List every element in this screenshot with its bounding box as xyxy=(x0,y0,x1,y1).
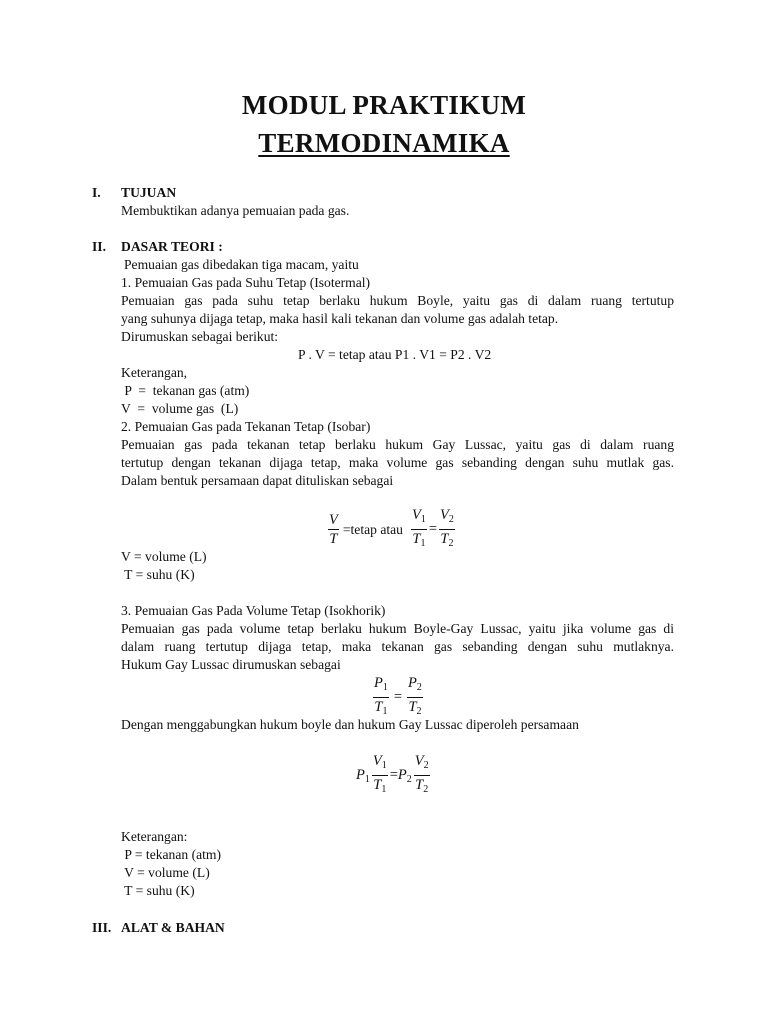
numerator: V xyxy=(411,507,421,523)
subscript: 2 xyxy=(423,760,429,771)
subscript: 2 xyxy=(416,682,422,693)
sub-1-key-volume: V = volume gas (L) xyxy=(121,401,239,416)
section-1-body: Membuktikan adanya pemuaian pada gas. xyxy=(121,203,350,218)
sub-1-paragraph-line-2: yang suhunya dijaga tetap, maka hasil kali tekanan dan volume gas adalah tetap. xyxy=(121,311,559,326)
title-line-1: MODUL PRAKTIKUM xyxy=(241,90,527,120)
equals-sign: = xyxy=(389,767,398,783)
numerator: V xyxy=(414,753,424,769)
formula-text: =tetap atau xyxy=(342,521,403,537)
subscript: 1 xyxy=(420,538,426,549)
section-2-intro: Pemuaian gas dibedakan tiga macam, yaitu xyxy=(124,257,359,272)
sub-1-paragraph-line-1: Pemuaian gas pada suhu tetap berlaku hukum Boyle, yaitu gas di dalam ruang tertutup xyxy=(121,293,674,308)
numerator: V xyxy=(440,507,449,523)
sub-1-heading: 1. Pemuaian Gas pada Suhu Tetap (Isotermal) xyxy=(121,275,371,290)
denominator: T xyxy=(329,531,338,547)
section-1-heading: TUJUAN xyxy=(121,185,177,200)
sub-3-paragraph-line-3: Hukum Gay Lussac dirumuskan sebagai xyxy=(121,657,341,672)
fraction-v-over-t xyxy=(328,511,339,548)
variable-p: P xyxy=(356,766,365,783)
fraction-v2-over-t2 xyxy=(414,752,430,799)
sub-3-key-pressure: P = tekanan (atm) xyxy=(121,847,222,862)
sub-3-formula-gay-lussac xyxy=(371,674,425,721)
sub-3-key-volume: V = volume (L) xyxy=(121,865,210,880)
fraction-v1-over-t1 xyxy=(411,506,427,553)
sub-3-formula-combined xyxy=(356,752,432,799)
section-3-numeral: III. xyxy=(92,920,112,935)
fraction-v2-over-t2 xyxy=(439,506,455,553)
sub-2-heading: 2. Pemuaian Gas pada Tekanan Tetap (Isobar) xyxy=(121,419,371,434)
denominator: T xyxy=(408,699,417,715)
numerator: V xyxy=(329,512,338,528)
sub-1-formula: P . V = tetap atau P1 . V1 = P2 . V2 xyxy=(298,347,492,362)
subscript: 2 xyxy=(448,538,454,549)
subscript: 1 xyxy=(382,706,388,717)
fraction-p1-over-t1 xyxy=(373,674,389,721)
equals-sign: = xyxy=(428,521,438,537)
sub-3-keterangan: Keterangan: xyxy=(121,829,188,844)
sub-3-paragraph-line-2: dalam ruang tertutup dijaga tetap, maka tekanan gas sebanding dengan suhu mutlaknya. xyxy=(121,639,674,654)
sub-2-paragraph-line-3: Dalam bentuk persamaan dapat dituliskan sebagai xyxy=(121,473,394,488)
sub-2-formula xyxy=(326,506,457,553)
sub-3-key-temperature: T = suhu (K) xyxy=(121,883,195,898)
sub-1-keterangan: Keterangan, xyxy=(121,365,188,380)
numerator: P xyxy=(408,675,417,691)
subscript: 1 xyxy=(382,682,388,693)
numerator: V xyxy=(372,753,382,769)
sub-3-heading: 3. Pemuaian Gas Pada Volume Tetap (Isokhorik) xyxy=(121,603,386,618)
sub-2-paragraph-line-1: Pemuaian gas pada tekanan tetap berlaku hukum Gay Lussac, yaitu gas di dalam ruang xyxy=(121,437,674,452)
denominator: T xyxy=(440,531,449,547)
sub-2-key-temperature: T = suhu (K) xyxy=(121,567,195,582)
variable-p: P xyxy=(397,766,407,783)
denominator: T xyxy=(373,777,382,793)
subscript: 2 xyxy=(448,514,454,525)
fraction-p2-over-t2 xyxy=(407,674,423,721)
subscript: 1 xyxy=(381,784,387,795)
sub-3-paragraph-line-4: Dengan menggabungkan hukum boyle dan hukum Gay Lussac diperoleh persamaan xyxy=(121,717,579,732)
fraction-v1-over-t1 xyxy=(372,752,388,799)
numerator: P xyxy=(374,675,383,691)
section-3-heading: ALAT & BAHAN xyxy=(121,920,225,935)
denominator: T xyxy=(412,531,421,547)
subscript: 2 xyxy=(406,773,412,785)
sub-2-key-volume: V = volume (L) xyxy=(121,549,207,564)
denominator: T xyxy=(415,777,424,793)
section-2-heading: DASAR TEORI : xyxy=(121,239,223,254)
sub-3-paragraph-line-1: Pemuaian gas pada volume tetap berlaku hukum Boyle-Gay Lussac, yaitu jika volume gas di xyxy=(121,621,674,636)
sub-1-paragraph-line-3: Dirumuskan sebagai berikut: xyxy=(121,329,279,344)
equals-sign: = xyxy=(393,689,403,705)
section-1-numeral: I. xyxy=(92,185,101,200)
subscript: 1 xyxy=(381,760,387,771)
subscript: 2 xyxy=(416,706,422,717)
subscript: 1 xyxy=(364,773,370,785)
subscript: 2 xyxy=(423,784,429,795)
subscript: 1 xyxy=(420,514,426,525)
sub-2-paragraph-line-2: tertutup dengan tekanan dijaga tetap, maka volume gas sebanding dengan suhu mutlak gas. xyxy=(121,455,674,470)
denominator: T xyxy=(374,699,383,715)
section-2-numeral: II. xyxy=(92,239,106,254)
title-line-2: TERMODINAMIKA xyxy=(258,128,510,158)
sub-1-key-pressure: P = tekanan gas (atm) xyxy=(121,383,250,398)
